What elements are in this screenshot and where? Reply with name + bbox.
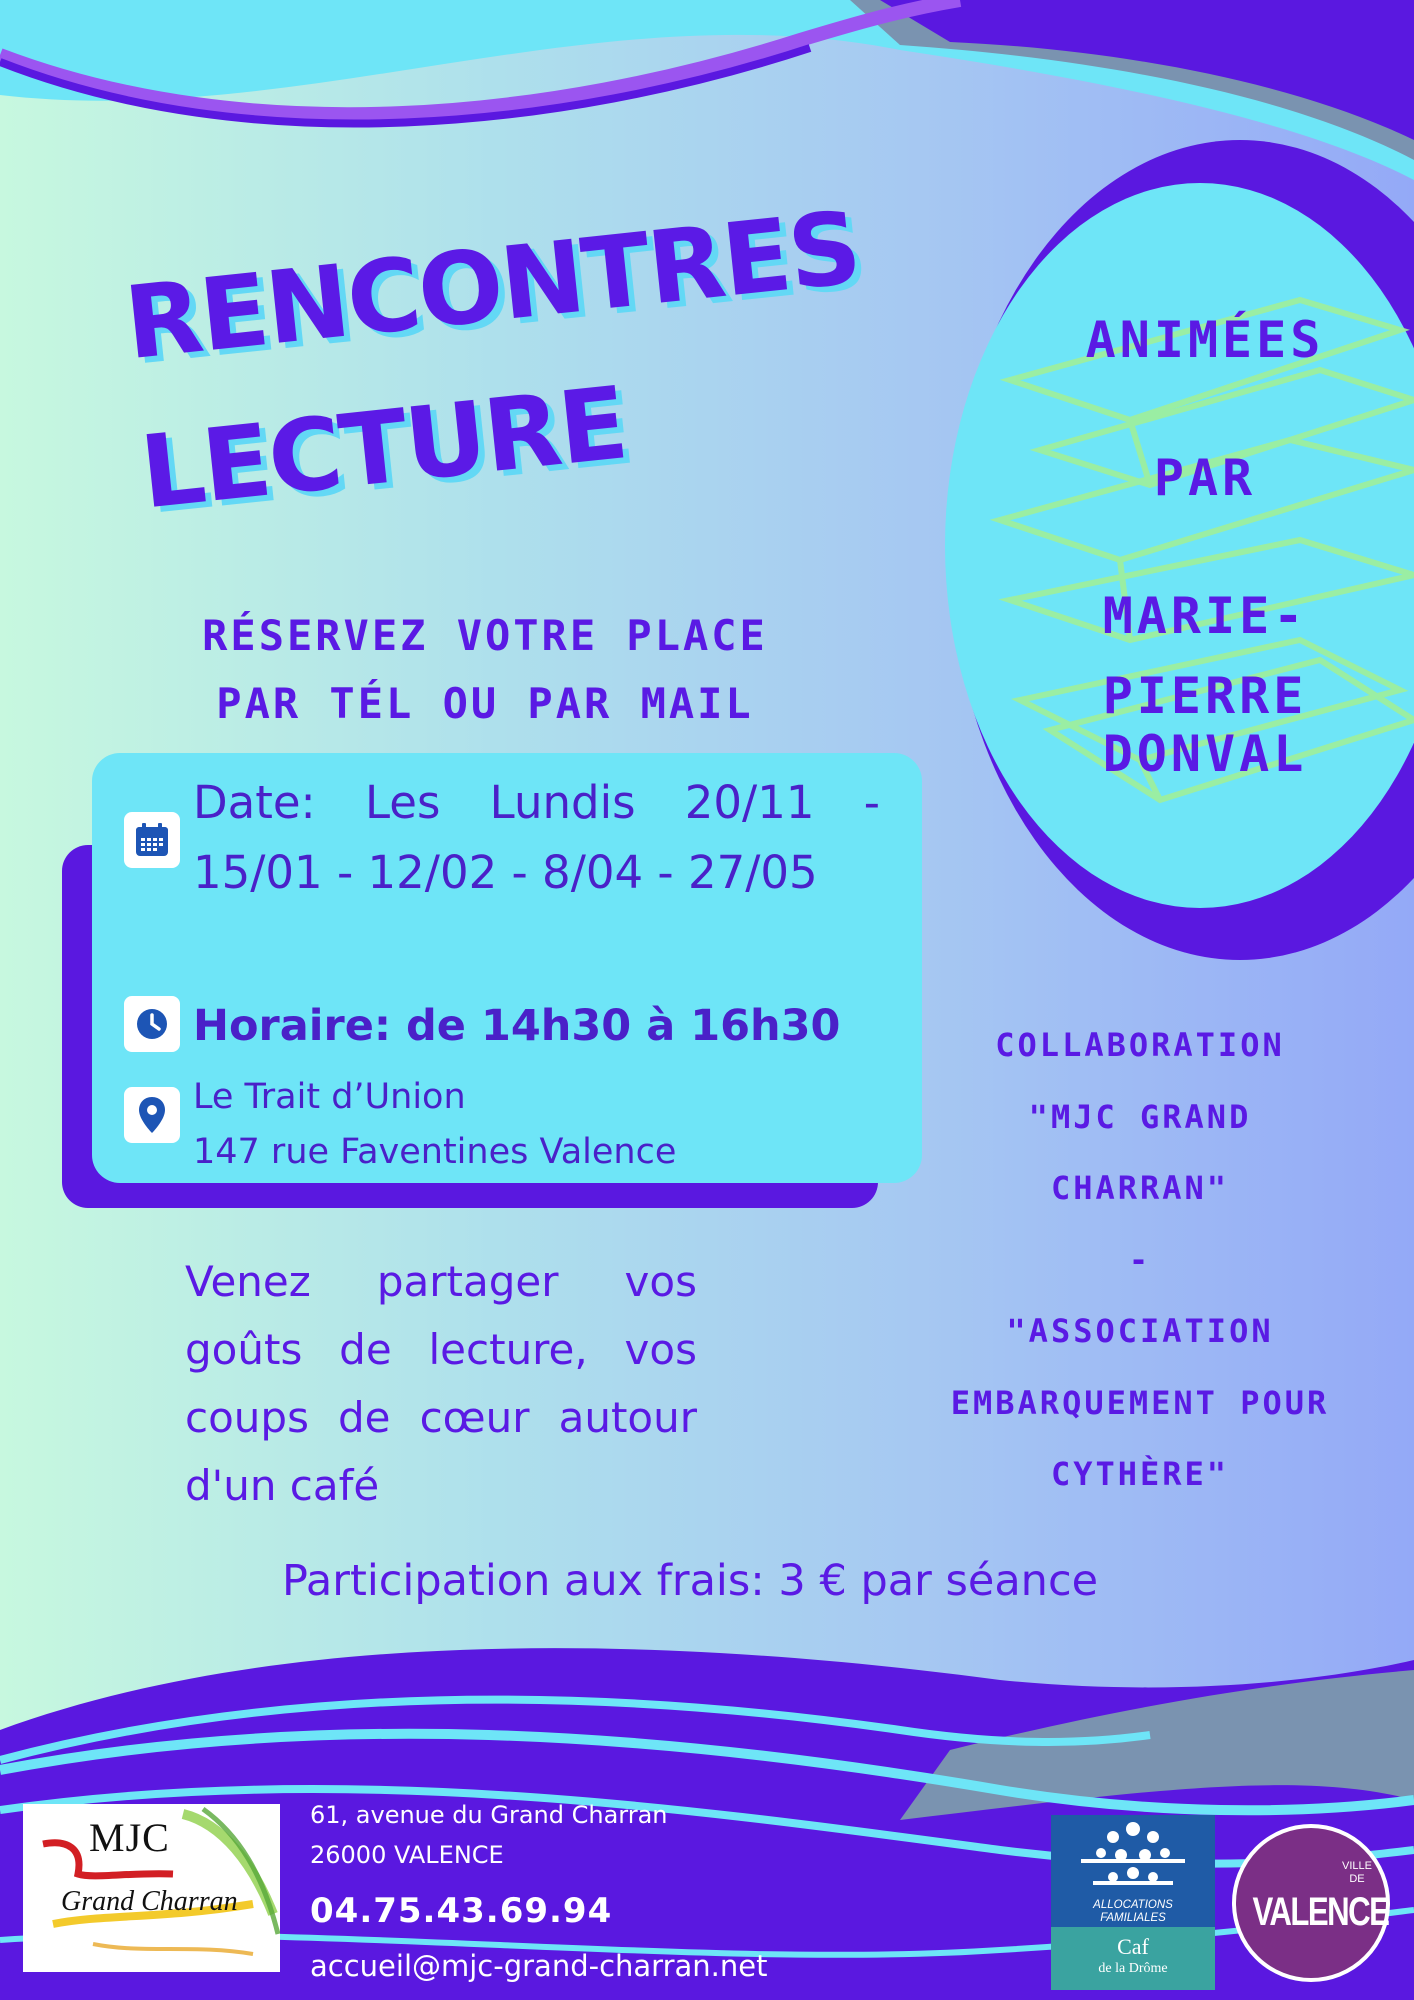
collab-line-1: COLLABORATION [995,1026,1285,1064]
hosts-line-1: ANIMÉES [1085,311,1325,369]
location-address: 147 rue Faventines Valence [193,1132,677,1172]
mjc-logo-subtitle: Grand Charran [61,1886,238,1917]
collab-line-3: CHARRAN" [1050,1169,1230,1207]
mjc-logo-name: MJC [89,1815,170,1860]
valence-logo-name: VALENCE [1252,1890,1389,1934]
caf-region: de la Drôme [1098,1961,1168,1976]
valence-logo-small-text [1342,1860,1372,1886]
location-pin-icon [124,1087,180,1143]
hosts-line-3: MARIE-PIERRE [1102,587,1308,725]
contact-info [310,1795,850,1991]
mjc-logo [23,1804,280,1972]
event-hours: Horaire: de 14h30 à 16h30 [193,1001,841,1051]
valence-small-1: VILLE [1342,1860,1372,1872]
collab-line-6: EMBARQUEMENT POUR [950,1383,1330,1422]
hosts-line-2: PAR [1153,449,1257,507]
hosts-line-4: DONVAL [1102,725,1308,783]
address-line-1: 61, avenue du Grand Charran [310,1801,668,1829]
participation-fee: Participation aux frais: 3 € par séance [281,1556,1099,1606]
address-line-2: 26000 VALENCE [310,1841,504,1869]
ville-de-valence-logo [1232,1824,1390,1982]
caf-text-line-2: FAMILIALES [1100,1912,1166,1924]
collab-line-2: "MJC GRAND [1028,1097,1252,1136]
hosts-text [1005,300,1405,852]
reservation-text [140,602,830,738]
collab-line-4: - [1128,1240,1152,1279]
invite-text: Venez partager vos goûts de lecture, vos coups de cœur autour d'un café [185,1257,697,1510]
valence-small-2: DE [1349,1873,1365,1885]
caf-text [1051,1899,1215,1925]
phone-number[interactable]: 04.75.43.69.94 [310,1891,613,1931]
caf-logo [1051,1815,1215,1990]
caf-family-icon [1051,1815,1215,1901]
clock-icon [124,996,180,1052]
caf-text-line-1: ALLOCATIONS [1093,1899,1173,1911]
reservation-line-1: RÉSERVEZ VOTRE PLACE [202,611,768,660]
caf-brand: Caf [1117,1934,1149,1959]
location-name: Le Trait d’Union [193,1077,466,1117]
collaboration-text [920,1010,1360,1511]
calendar-icon [124,812,180,868]
title-line-1: RENCONTRES [119,188,865,383]
collab-line-5: "ASSOCIATION [1006,1312,1274,1350]
reservation-line-2: PAR TÉL OU PAR MAIL [216,679,754,728]
collab-line-7: CYTHÈRE" [1050,1455,1230,1493]
event-location [193,1070,893,1180]
email-address[interactable]: accueil@mjc-grand-charran.net [310,1949,768,1983]
event-dates: Date: Les Lundis 20/11 - 15/01 - 12/02 - 8/04 - 27/05 [193,776,880,899]
title-line-2: LECTURE [135,364,632,532]
